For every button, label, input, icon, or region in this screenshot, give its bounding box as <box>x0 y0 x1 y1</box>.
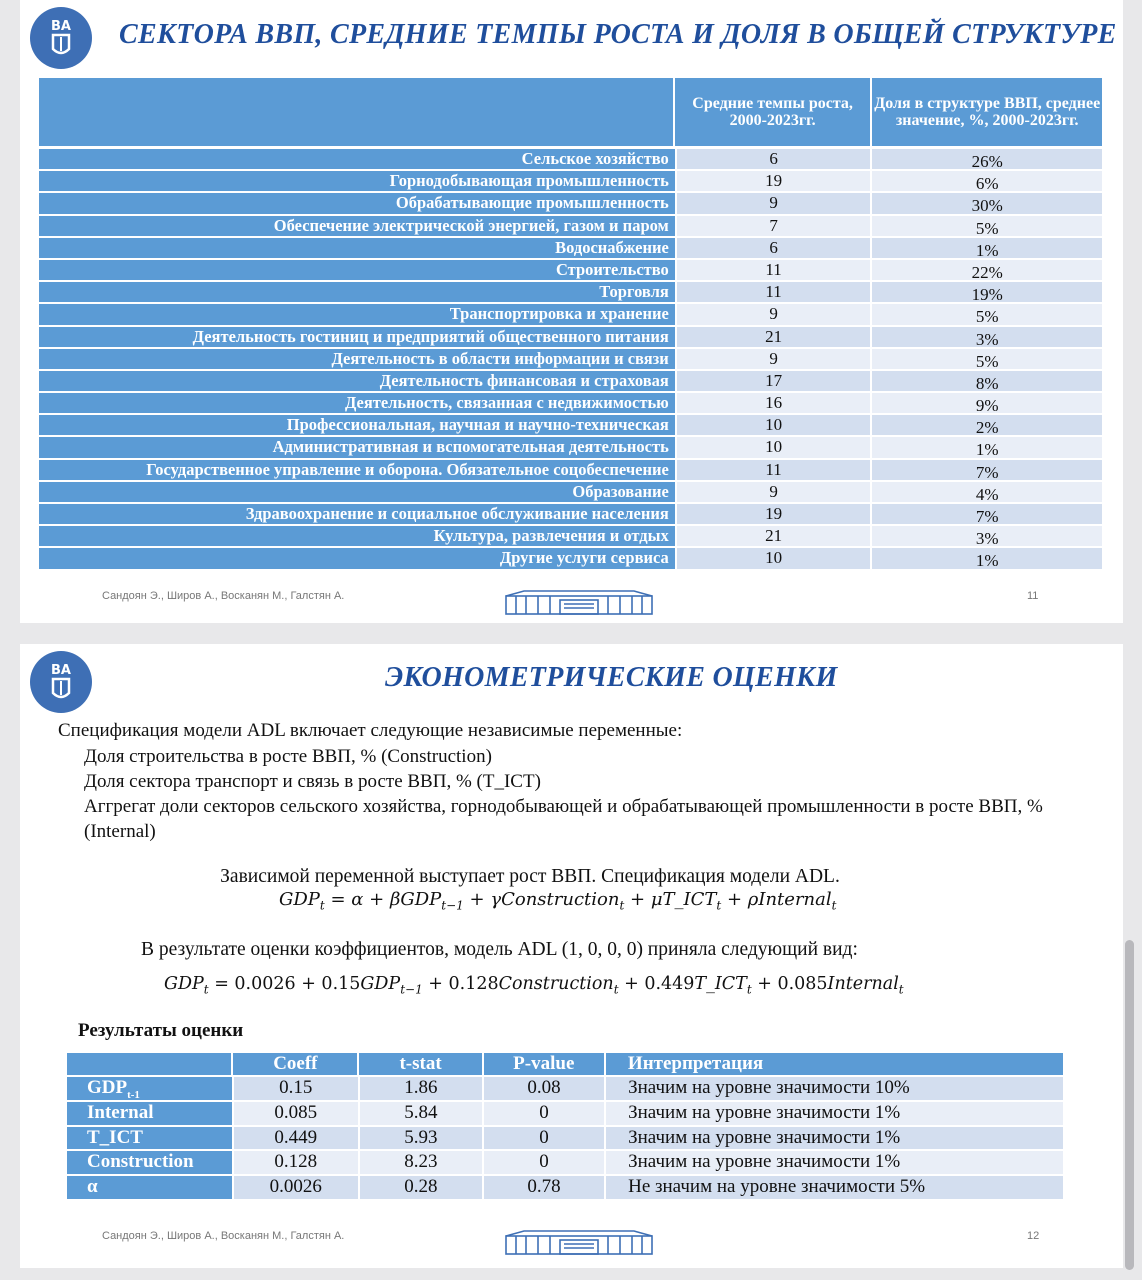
variable-label: T_ICT <box>67 1127 232 1150</box>
pvalue-value: 0 <box>482 1102 604 1125</box>
pvalue-value: 0 <box>482 1127 604 1150</box>
sector-table-header <box>39 78 1102 146</box>
table-row <box>39 304 1102 327</box>
sector-name: Культура, развлечения и отдых <box>39 526 675 546</box>
share-value: 26% <box>870 149 1102 169</box>
table-row <box>39 349 1102 369</box>
table-row <box>39 282 1102 305</box>
estimated-model-equation: $GDP_t = 0.0026 + 0.15GDP_{t-1}$ + 0.128Construction$_t$ + $0.449T\_ICT_t$ + 0.085Internal$_t$ <box>164 974 904 997</box>
growth-value: 9 <box>675 482 871 502</box>
header-share: Доля в структуре ВВП, среднее значение, %, 2000-2023гг. <box>870 78 1102 146</box>
footer-authors: Сандоян Э., Широв А., Восканян М., Галстян А. <box>102 590 345 602</box>
share-value: 5% <box>870 304 1102 324</box>
page-number: 12 <box>1027 1230 1040 1242</box>
bullet-text: Доля сектора транспорт и связь в росте ВВП, % (T_ICT) <box>84 771 541 792</box>
share-value: 7% <box>870 460 1102 480</box>
table-row <box>67 1127 1063 1150</box>
interpretation-text: Значим на уровне значимости 1% <box>604 1127 1063 1150</box>
table-row <box>67 1151 1063 1174</box>
model-specification-equation: $GDP_t = \alpha + \beta GDP_{t-1}$ + γConstruction$_t$ + $\mu T\_ICT_t$ + ρInternal$_t$ <box>279 889 837 913</box>
coeff-value: 0.449 <box>232 1127 358 1150</box>
table-row <box>39 371 1102 391</box>
interpretation-text: Значим на уровне значимости 1% <box>604 1102 1063 1125</box>
table-row <box>39 193 1102 216</box>
sector-name: Образование <box>39 482 675 502</box>
growth-value: 10 <box>675 548 871 568</box>
tstat-value: 0.28 <box>358 1176 482 1199</box>
list-item <box>58 794 1098 844</box>
share-value: 1% <box>870 548 1102 568</box>
slide-11 <box>20 0 1123 623</box>
tstat-value: 5.93 <box>358 1127 482 1150</box>
table-row <box>39 327 1102 347</box>
header-cell: t-stat <box>357 1053 481 1075</box>
bullet-text: Аггрегат доли секторов сельского хозяйства, горнодобывающей и обрабатывающей промышленности в росте ВВП, % (Internal) <box>84 796 1043 842</box>
share-value: 19% <box>870 282 1102 302</box>
slide-title: ЭКОНОМЕТРИЧЕСКИЕ ОЦЕНКИ <box>385 662 838 693</box>
variable-label: $GDP_{t-1}$ <box>67 1077 232 1100</box>
coeff-value: 0.085 <box>232 1102 358 1125</box>
share-value: 3% <box>870 526 1102 546</box>
header-growth: Средние темпы роста, 2000-2023гг. <box>673 78 871 146</box>
growth-value: 6 <box>675 238 871 258</box>
table-row <box>39 238 1102 258</box>
sector-name: Деятельность гостиниц и предприятий общественного питания <box>39 327 675 347</box>
header-cell: P-value <box>482 1053 604 1075</box>
header-sector-cell <box>39 78 673 146</box>
interpretation-text: Не значим на уровне значимости 5% <box>604 1176 1063 1199</box>
growth-value: 17 <box>675 371 871 391</box>
growth-value: 16 <box>675 393 871 413</box>
share-value: 7% <box>870 504 1102 524</box>
pvalue-value: 0 <box>482 1151 604 1174</box>
share-value: 2% <box>870 415 1102 435</box>
slide-12 <box>20 644 1123 1268</box>
sector-name: Деятельность финансовая и страховая <box>39 371 675 391</box>
sector-name: Строительство <box>39 260 675 280</box>
growth-value: 10 <box>675 437 871 457</box>
sector-name: Сельское хозяйство <box>39 149 675 169</box>
slide-title: СЕКТОРА ВВП, СРЕДНИЕ ТЕМПЫ РОСТА И ДОЛЯ В ОБЩЕЙ СТРУКТУРЕ <box>119 19 1117 50</box>
variable-label: α <box>67 1176 232 1199</box>
result-description-text: В результате оценки коэффициентов, модель ADL (1, 0, 0, 0) приняла следующий вид: <box>141 939 858 960</box>
share-value: 30% <box>870 193 1102 213</box>
results-table-header <box>67 1053 1063 1075</box>
sector-name: Профессиональная, научная и научно-техническая <box>39 415 675 435</box>
table-row <box>39 216 1102 236</box>
list-item <box>58 769 1098 794</box>
tstat-value: 1.86 <box>358 1077 482 1100</box>
growth-value: 9 <box>675 349 871 369</box>
growth-value: 19 <box>675 171 871 191</box>
table-row <box>39 504 1102 524</box>
university-logo <box>30 7 92 69</box>
share-value: 5% <box>870 349 1102 369</box>
growth-value: 11 <box>675 260 871 280</box>
table-row <box>67 1102 1063 1125</box>
coeff-value: 0.0026 <box>232 1176 358 1199</box>
table-row <box>39 393 1102 416</box>
tstat-value: 5.84 <box>358 1102 482 1125</box>
interpretation-text: Значим на уровне значимости 10% <box>604 1077 1063 1100</box>
growth-value: 7 <box>675 216 871 236</box>
table-row <box>39 526 1102 549</box>
page-number: 11 <box>1027 590 1039 602</box>
pvalue-value: 0.08 <box>482 1077 604 1100</box>
variable-label: Construction <box>67 1151 232 1174</box>
sector-name: Обрабатывающие промышленность <box>39 193 675 213</box>
table-row <box>39 460 1102 480</box>
growth-value: 9 <box>675 304 871 324</box>
sector-name: Административная и вспомогательная деятельность <box>39 437 675 457</box>
sector-name: Здравоохранение и социальное обслуживание населения <box>39 504 675 524</box>
svg-text:ВА: ВА <box>51 19 71 34</box>
pvalue-value: 0.78 <box>482 1176 604 1199</box>
variable-list <box>58 744 1098 844</box>
interpretation-text: Значим на уровне значимости 1% <box>604 1151 1063 1174</box>
sector-name: Водоснабжение <box>39 238 675 258</box>
variable-label: Internal <box>67 1102 232 1125</box>
table-row <box>39 437 1102 460</box>
sector-name: Горнодобывающая промышленность <box>39 171 675 191</box>
table-row <box>39 482 1102 502</box>
bullet-glyph-icon <box>58 744 84 769</box>
growth-value: 11 <box>675 460 871 480</box>
university-logo <box>30 651 92 713</box>
scrollbar[interactable] <box>1125 940 1134 1270</box>
table-row <box>39 548 1102 571</box>
header-cell: Coeff <box>231 1053 357 1075</box>
sector-name: Деятельность, связанная с недвижимостью <box>39 393 675 413</box>
share-value: 1% <box>870 238 1102 258</box>
building-icon <box>504 588 654 616</box>
sector-name: Торговля <box>39 282 675 302</box>
svg-text:ВА: ВА <box>51 663 71 678</box>
share-value: 5% <box>870 216 1102 236</box>
table-row <box>67 1077 1063 1100</box>
spec-intro-text: Спецификация модели ADL включает следующие независимые переменные: <box>58 720 683 741</box>
header-cell <box>67 1053 231 1075</box>
share-value: 8% <box>870 371 1102 391</box>
sector-name: Другие услуги сервиса <box>39 548 675 568</box>
share-value: 9% <box>870 393 1102 413</box>
table-row <box>39 171 1102 194</box>
growth-value: 11 <box>675 282 871 302</box>
logo-emblem-icon <box>41 659 81 705</box>
share-value: 6% <box>870 171 1102 191</box>
table-row <box>39 260 1102 280</box>
building-icon <box>504 1228 654 1256</box>
sector-name: Обеспечение электрической энергией, газом и паром <box>39 216 675 236</box>
dependent-variable-text: Зависимой переменной выступает рост ВВП. Спецификация модели ADL. <box>220 866 840 887</box>
share-value: 3% <box>870 327 1102 347</box>
coeff-value: 0.128 <box>232 1151 358 1174</box>
growth-value: 6 <box>675 149 871 169</box>
growth-value: 9 <box>675 193 871 213</box>
sector-name: Деятельность в области информации и связи <box>39 349 675 369</box>
table-row <box>39 415 1102 438</box>
growth-value: 10 <box>675 415 871 435</box>
coeff-value: 0.15 <box>232 1077 358 1100</box>
bullet-text: Доля строительства в росте ВВП, % (Construction) <box>84 746 492 767</box>
table-row <box>67 1176 1063 1199</box>
table-row <box>39 149 1102 169</box>
logo-emblem-icon <box>41 15 81 61</box>
list-item <box>58 744 1098 769</box>
share-value: 22% <box>870 260 1102 280</box>
growth-value: 21 <box>675 526 871 546</box>
results-table <box>67 1053 1063 1201</box>
sector-name: Транспортировка и хранение <box>39 304 675 324</box>
sector-name: Государственное управление и оборона. Обязательное соцобеспечение <box>39 460 675 480</box>
bullet-glyph-icon <box>58 794 84 844</box>
share-value: 1% <box>870 437 1102 457</box>
growth-value: 19 <box>675 504 871 524</box>
results-heading: Результаты оценки <box>78 1020 244 1041</box>
growth-value: 21 <box>675 327 871 347</box>
share-value: 4% <box>870 482 1102 502</box>
header-cell: Интерпретация <box>604 1053 1063 1075</box>
bullet-glyph-icon <box>58 769 84 794</box>
sector-table-body <box>39 149 1102 571</box>
tstat-value: 8.23 <box>358 1151 482 1174</box>
footer-authors: Сандоян Э., Широв А., Восканян М., Галстян А. <box>102 1230 345 1242</box>
